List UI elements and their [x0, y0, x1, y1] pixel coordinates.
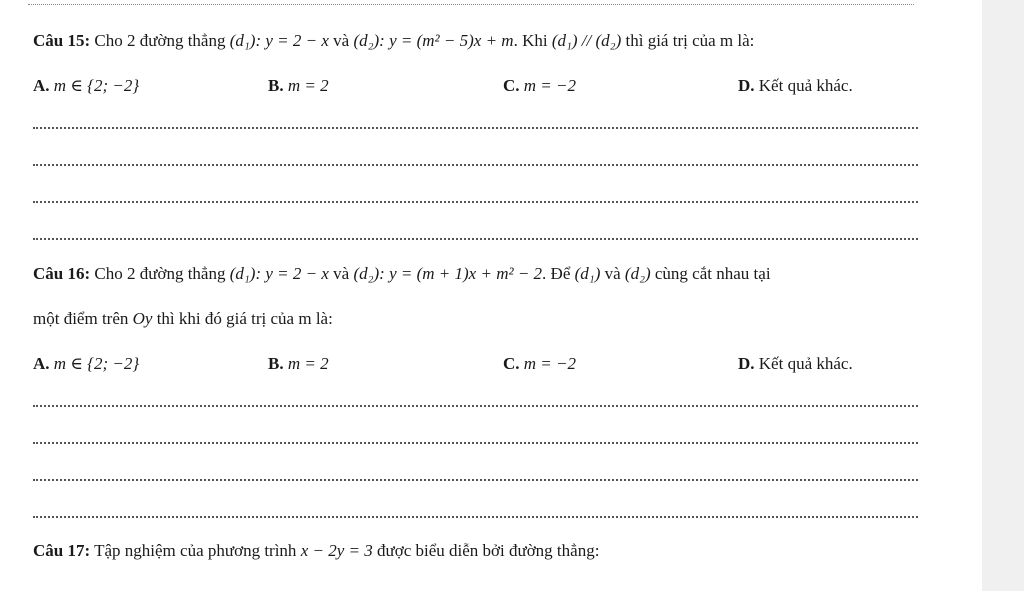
question-15	[33, 31, 754, 51]
answer-line	[33, 479, 918, 481]
option-d[interactable]: D. Kết quả khác.	[738, 354, 853, 373]
page-edge	[982, 0, 1024, 591]
option-b[interactable]: B. m = 2	[268, 76, 329, 95]
question-text: thì giá trị của m là:	[621, 31, 755, 50]
math-parallel: (d₁) // (d₂)	[551, 31, 622, 50]
question-text: và	[328, 31, 354, 50]
answer-line	[33, 201, 918, 203]
answer-line	[33, 238, 918, 240]
answer-line	[33, 442, 918, 444]
option-c[interactable]: C. m = −2	[503, 354, 577, 373]
question-number: Câu 16:	[33, 264, 91, 283]
question-number: Câu 17:	[33, 541, 91, 560]
answer-line	[33, 164, 918, 166]
math-d2: (d₂): y = (m² − 5)x + m	[353, 31, 514, 50]
option-c[interactable]: C. m = −2	[503, 76, 577, 95]
question-number: Câu 15:	[33, 31, 91, 50]
question-16: Câu 16: Cho 2 đường thẳng (d₁): y = 2 − x và (d₂): y = (m + 1)x + m² − 2. Để (d₁) và (d₂) cùng cắt nhau tại	[33, 264, 771, 283]
question-text: . Khi	[513, 31, 552, 50]
option-d[interactable]: D. Kết quả khác.	[738, 76, 853, 95]
option-a[interactable]: A. m ∈ {2; −2}	[33, 354, 140, 373]
answer-line	[33, 127, 918, 129]
option-b[interactable]: B. m = 2	[268, 354, 329, 373]
question-text: Cho 2 đường thẳng	[94, 31, 230, 50]
option-a[interactable]: A. m ∈ {2; −2}	[33, 76, 140, 95]
math-d1: (d₁): y = 2 − x	[229, 31, 329, 50]
top-dotted-line	[28, 4, 914, 5]
question-16-line2: một điểm trên Oy thì khi đó giá trị của m là:	[33, 309, 333, 328]
question-17: Câu 17: Tập nghiệm của phương trình x − 2y = 3 được biểu diễn bởi đường thẳng:	[33, 541, 600, 560]
answer-line	[33, 516, 918, 518]
answer-line	[33, 405, 918, 407]
